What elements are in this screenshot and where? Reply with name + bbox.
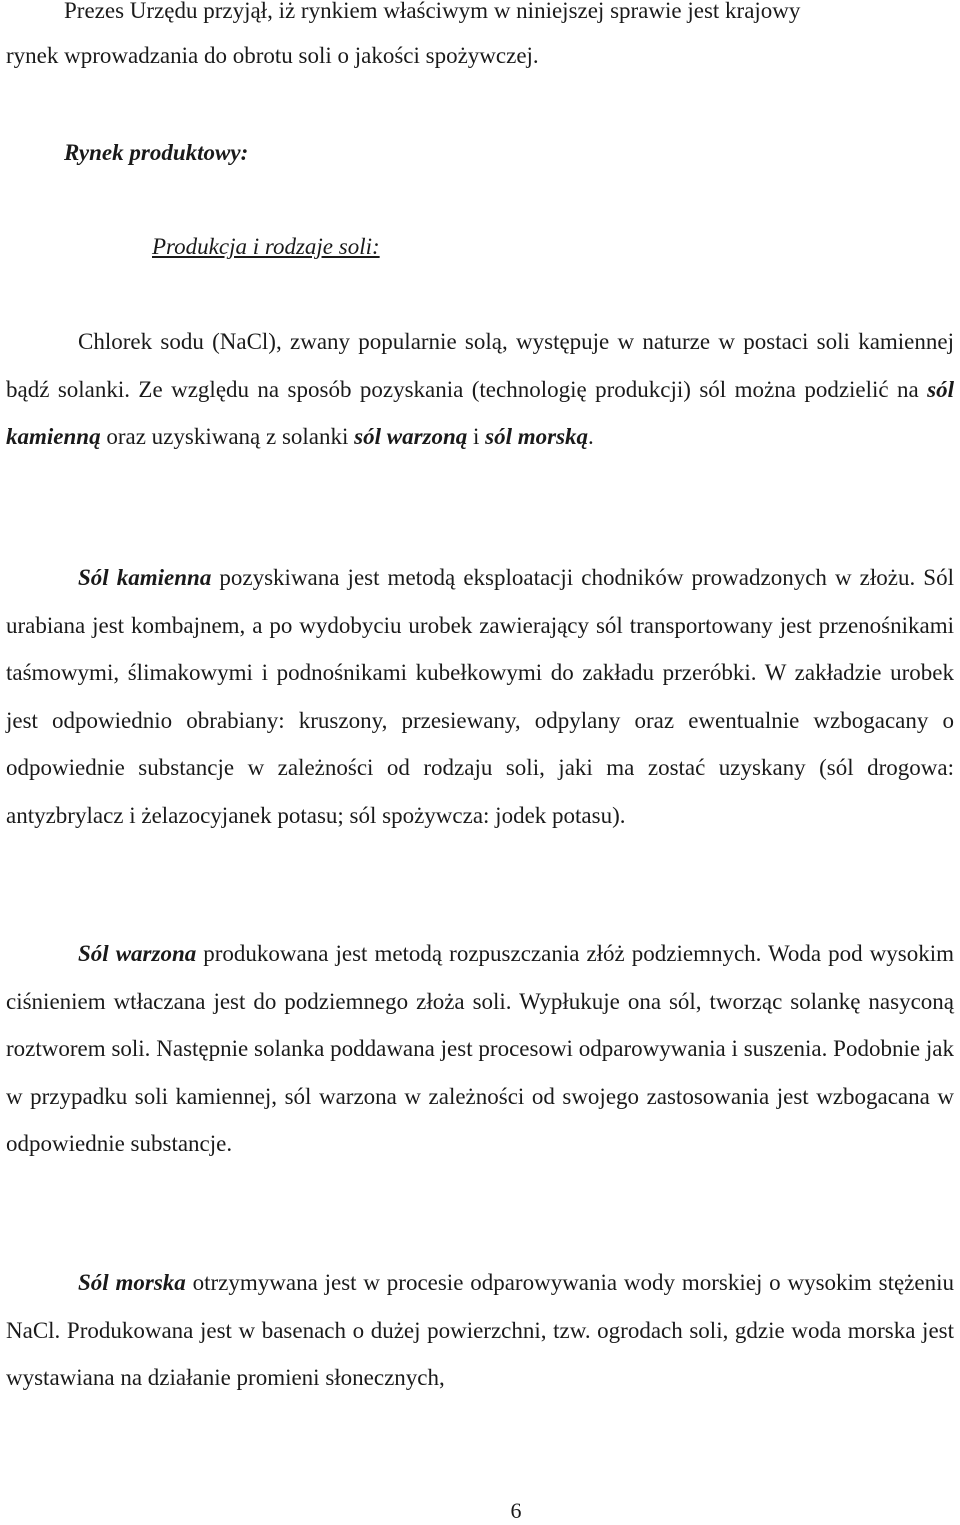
paragraph-text: i: [467, 424, 486, 449]
term-evaporated-salt: sól warzoną: [354, 424, 468, 449]
intro-paragraph: [6, 0, 954, 78]
paragraph-text: .: [588, 424, 594, 449]
subsection-heading: Produkcja i rodzaje soli:: [152, 234, 380, 259]
paragraph-text: produkowana jest metodą rozpuszczania złóż podziemnych. Woda pod wysokim ciśnieniem wtłaczana jest do podziemnego złoża soli. Wypłukuje ona sól, tworząc solankę nasyconą roztworem soli. Następnie solanka poddawana jest procesowi odparowywania i suszenia. Podobnie jak w przypadku soli kamiennej, sól warzona w zależności od swojego zastosowania jest wzbogacana w odpowiednie substancje.: [6, 941, 954, 1156]
intro-line-1: Prezes Urzędu przyjął, iż rynkiem właściwym w niniejszej sprawie jest krajowy: [64, 0, 801, 23]
paragraph-text: Chlorek sodu (NaCl), zwany popularnie solą, występuje w naturze w postaci soli kamiennej bądź solanki. Ze względu na sposób pozyskania (technologię produkcji) sól można podzielić na: [6, 329, 954, 402]
paragraph-production: [6, 318, 954, 461]
section-heading: Rynek produktowy:: [64, 140, 249, 165]
term-rock-salt: sól kamienną: [6, 376, 954, 449]
paragraph-text: pozyskiwana jest metodą eksploatacji chodników prowadzonych w złożu. Sól urabiana jest kombajnem, a po wydobyciu urobek zawierający sól transportowany jest przenośnikami taśmowymi, ślimakowymi i podnośnikami kubełkowymi do zakładu przeróbki. W zakładzie urobek jest odpowiednio obrabiany: kruszony, przesiewany, odpylany oraz ewentualnie wzbogacany o odpowiednie substancje w zależności od rodzaju soli, jaki ma zostać uzyskany (sól drogowa: antyzbrylacz i żelazocyjanek potasu; sól spożywcza: jodek potasu).: [6, 565, 954, 828]
page-number: 6: [510, 1498, 522, 1523]
paragraph-sea-salt: [6, 1259, 954, 1402]
paragraph-evaporated-salt: [6, 930, 954, 1168]
term-rock-salt-heading: Sól kamienna: [78, 565, 212, 590]
term-sea-salt-heading: Sól morska: [78, 1270, 186, 1295]
term-evaporated-salt-heading: Sól warzona: [78, 941, 197, 966]
paragraph-rock-salt: [6, 554, 954, 839]
term-sea-salt: sól morską: [485, 424, 589, 449]
paragraph-text: oraz uzyskiwaną z solanki: [100, 424, 355, 449]
paragraph-text: otrzymywana jest w procesie odparowywania wody morskiej o wysokim stężeniu NaCl. Produkowana jest w basenach o dużej powierzchni, tzw. ogrodach soli, gdzie woda morska jest wystawiana na działanie promieni słonecznych,: [6, 1270, 954, 1390]
intro-line-2: rynek wprowadzania do obrotu soli o jakości spożywczej.: [6, 43, 539, 68]
